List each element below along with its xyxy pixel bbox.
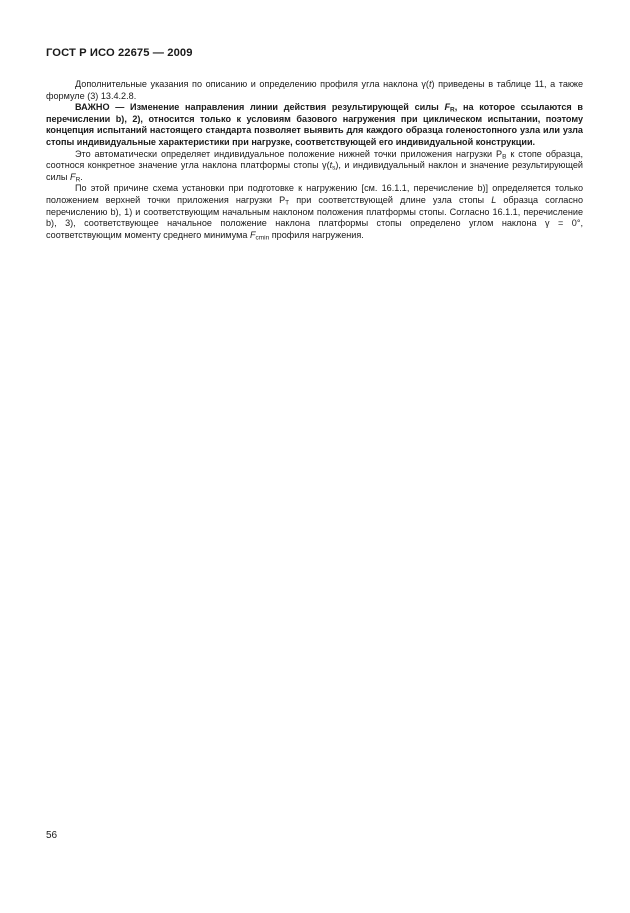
- p3-sub-b: B: [502, 153, 507, 161]
- p1-text-b: ) приведены в таблице 11, а также формуле (3) 13.4.2.8.: [46, 79, 583, 101]
- p4-text-d: профиля нагружения.: [269, 229, 364, 240]
- p4-text-b: при соответствующей длине узла стопы: [289, 194, 492, 205]
- p3-sub-s: s: [332, 164, 336, 172]
- p2-text-b: , на которое ссылаются в перечислении b), 2), относится только к условиям базового нагружения при циклическом испытании, поэтому концепция испытаний настоящего стандарта позволяет выявить для каждого образца голеностопного узла или узла стопы индивидуальные характеристики при нагрузке, соответствующей его индивидуальной конструкции.: [46, 102, 583, 147]
- p3-var-f: F: [70, 171, 76, 182]
- p4-var-f: F: [249, 229, 256, 240]
- paragraph-2-important: [46, 102, 583, 148]
- p3-text-b: к стопе образца, соотнося конкретное значение угла наклона платформы стопы γ(: [46, 148, 583, 171]
- p4-var-l: L: [491, 194, 497, 205]
- page-number: 56: [46, 830, 58, 841]
- p3-sub-r: R: [75, 176, 81, 184]
- paragraph-3: [46, 149, 583, 184]
- p4-sub-t: T: [285, 199, 290, 207]
- p3-text-a: Это автоматически определяет индивидуальное положение нижней точки приложения нагрузки P: [75, 148, 503, 159]
- p3-text-d: .: [80, 171, 83, 182]
- p4-text-c: образца согласно перечислению b), 1) и соответствующим начальным наклоном положения платформы стопы. Согласно 16.1.1, перечисление b), 3), соответствующее начальное положение наклона платформы стопы определено углом наклона γ = 0°, соответствующим моменту среднего минимума: [46, 194, 583, 240]
- p1-text-a: Дополнительные указания по описанию и определению профиля угла наклона γ(: [75, 79, 429, 89]
- document-header: ГОСТ Р ИСО 22675 — 2009: [46, 47, 193, 59]
- p4-text-a: По этой причине схема установки при подготовке к нагружению [см. 16.1.1, перечисление b)] определяется только положением верхней точки приложения нагрузки P: [46, 183, 583, 205]
- document-body: [46, 79, 583, 241]
- p3-var-t: t: [329, 160, 333, 171]
- p2-sub-r: R: [450, 106, 455, 114]
- paragraph-1: [46, 79, 583, 102]
- p4-sub-cmin: cmin: [255, 234, 270, 242]
- p2-text-a: ВАЖНО — Изменение направления линии действия результирующей силы: [75, 102, 445, 113]
- p1-var-t: t: [428, 79, 432, 89]
- p3-text-c: ), и индивидуальный наклон и значение результирующей силы: [46, 160, 583, 182]
- paragraph-4: [46, 183, 583, 241]
- p2-var-f: F: [444, 102, 451, 113]
